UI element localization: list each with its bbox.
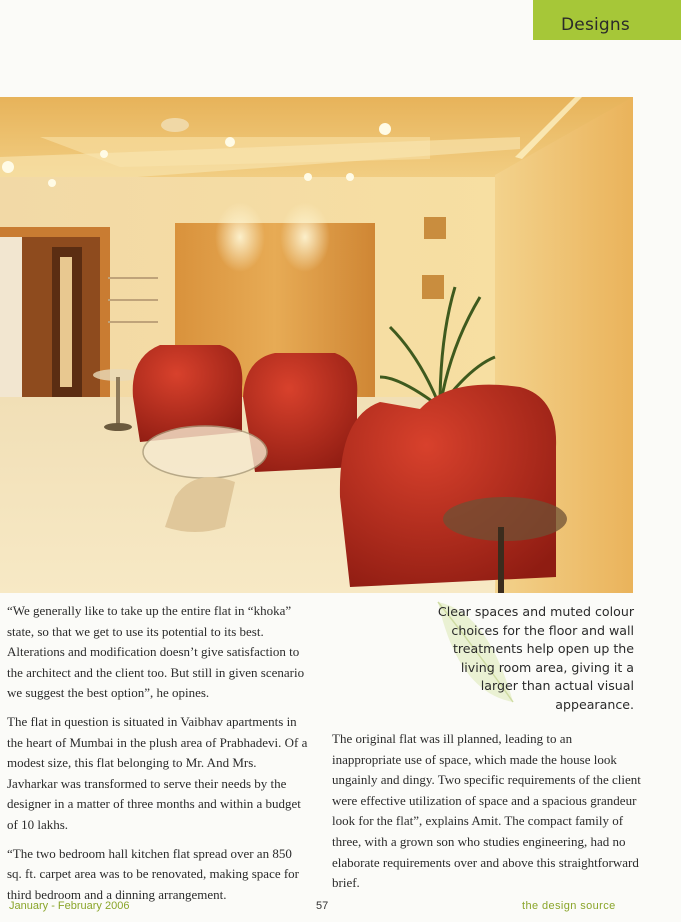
living-room-photo xyxy=(0,97,633,593)
page-number: 57 xyxy=(316,900,329,912)
paragraph: The original flat was ill planned, leading to an inappropriate use of space, which made the house look ungainly and dingy. Two specific requirements of the client were effective utilization of space and a spacious grandeur look for the flat”, explains Amit. The compact family of three, with a grown son who studies engineering, had no elaborate requirements over and above this straightforward brief. xyxy=(332,731,641,891)
paragraph: “The two bedroom hall kitchen flat spread over an 850 sq. ft. carpet area was to be renovated, making space for third bedroom and a dinning arrangement. xyxy=(7,845,300,902)
publication-name: the design source xyxy=(522,900,616,912)
article-left-column xyxy=(7,601,309,913)
pull-quote: Clear spaces and muted colour choices for the floor and wall treatments help open up the living room area, giving it a larger than actual visual appearance. xyxy=(437,604,634,712)
paragraph: The flat in question is situated in Vaibhav apartments in the heart of Mumbai in the plush area of Prabhadevi. Of a modest size, this flat belonging to Mr. And Mrs. Javharkar was transformed to serve their needs by the designer in a matter of three months and within a budget of 10 lakhs. xyxy=(7,713,308,832)
section-tab xyxy=(533,0,681,40)
section-label: Designs xyxy=(561,15,630,35)
issue-date: January - February 2006 xyxy=(9,900,130,912)
paragraph: “We generally like to take up the entire flat in “khoka” state, so that we get to use its potential to its best. Alterations and modification doesn’t give satisfaction to the architect and the client too. But still in given scenario we suggest the best option”, he opines. xyxy=(7,603,305,701)
article-right-column xyxy=(332,729,642,894)
